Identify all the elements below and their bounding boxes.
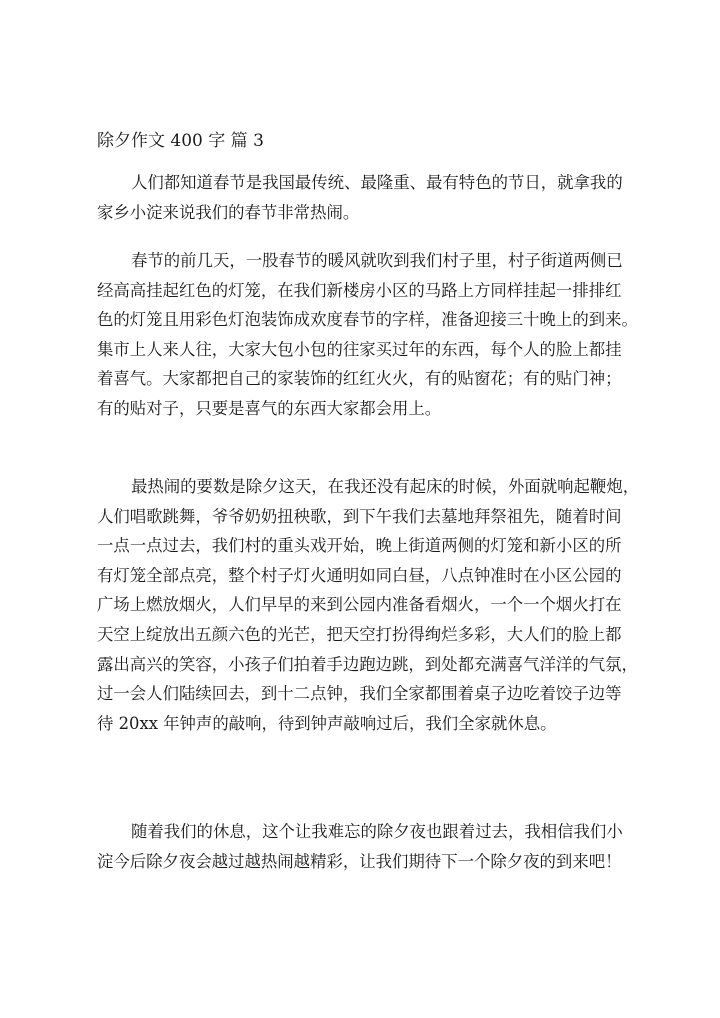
paragraph-line: 春节的前几天，一股春节的暖风就吹到我们村子里，村子街道两侧已 [131,251,623,270]
paragraph-line: 淀今后除夕夜会越过越热闹越精彩，让我们期待下一个除夕夜的到来吧！ [97,851,622,871]
paragraph-line: 人们都知道春节是我国最传统、最隆重、最有特色的节日，就拿我的 [131,173,623,192]
paragraph-line: 有灯笼全部点亮，整个村子灯火通明如同白昼，八点钟准时在小区公园的 [97,565,622,585]
paragraph-2 [97,246,657,424]
paragraph-3 [97,472,657,738]
paragraph-line: 最热闹的要数是除夕这天，在我还没有起床的时候，外面就响起鞭炮， [131,477,640,496]
paragraph-line: 天空上绽放出五颜六色的光芒，把天空打扮得绚烂多彩，大人们的脸上都 [97,624,622,644]
paragraph-line: 家乡小淀来说我们的春节非常热闹。 [97,202,360,222]
paragraph-line: 露出高兴的笑容，小孩子们拍着手边跑边跳，到处都充满喜气洋洋的气氛， [97,654,638,674]
paragraph-line: 一点一点过去，我们村的重头戏开始，晚上街道两侧的灯笼和新小区的所 [97,536,622,556]
paragraph-line: 广场上燃放烟火，人们早早的来到公园内准备看烟火，一个一个烟火打在 [97,595,622,615]
paragraph-line: 待 20xx 年钟声的敲响，待到钟声敲响过后，我们全家就休息。 [97,713,557,733]
paragraph-line: 随着我们的休息，这个让我难忘的除夕夜也跟着过去，我相信我们小 [131,822,623,841]
paragraph-line: 色的灯笼且用彩色灯泡装饰成欢度春节的字样，准备迎接三十晚上的到来。 [97,310,638,330]
paragraph-line: 着喜气。大家都把自己的家装饰的红红火火，有的贴窗花；有的贴门神； [97,369,622,389]
paragraph-line: 经高高挂起红色的灯笼，在我们新楼房小区的马路上方同样挂起一排排红 [97,280,622,300]
paragraph-line: 有的贴对子，只要是喜气的东西大家都会用上。 [97,398,442,418]
paragraph-1 [97,168,657,227]
essay-title: 除夕作文 400 字 篇 3 [97,131,264,151]
paragraph-4 [97,817,657,876]
paragraph-line: 过一会人们陆续回去，到十二点钟，我们全家都围着桌子边吃着饺子边等 [97,684,622,704]
paragraph-line: 集市上人来人往，大家大包小包的往家买过年的东西，每个人的脸上都挂 [97,339,622,359]
paragraph-line: 人们唱歌跳舞，爷爷奶奶扭秧歌，到下午我们去墓地拜祭祖先，随着时间 [97,506,622,526]
